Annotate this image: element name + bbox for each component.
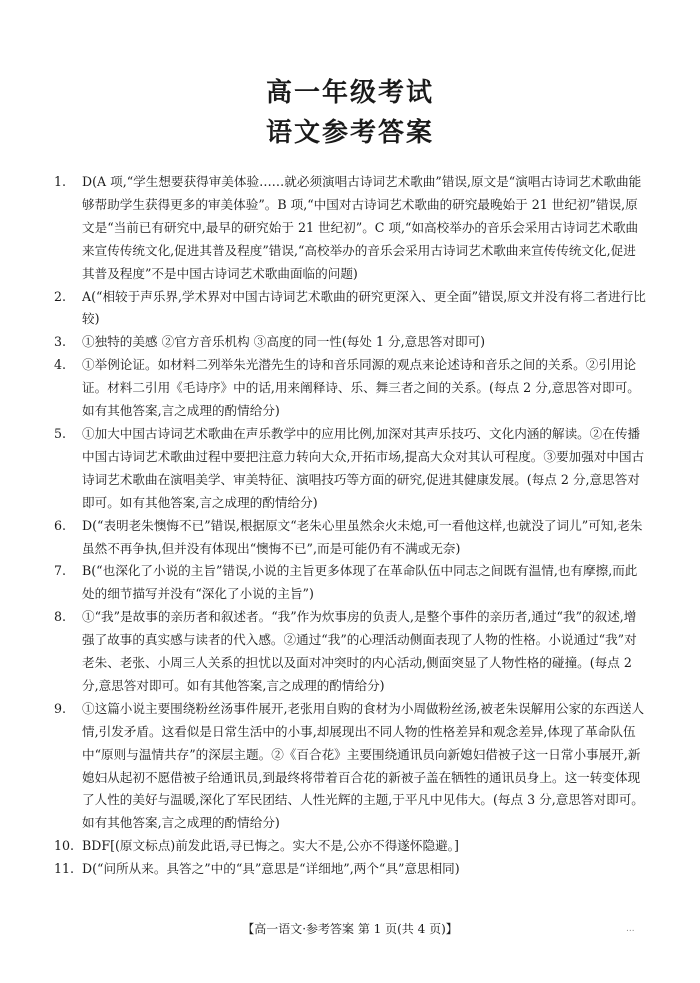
corner-mark: ...	[626, 924, 635, 934]
answer-number: 5.	[54, 425, 67, 441]
answer-item-10	[54, 835, 646, 858]
answer-number: 4.	[54, 357, 67, 373]
answer-item-9	[54, 698, 646, 835]
answer-text: A(“相较于声乐界,学术界对中国古诗词艺术歌曲的研究更深入、更全面”错误,原文并没有将二者进行比较)	[82, 288, 646, 327]
answer-item-1	[54, 171, 646, 286]
answer-item-2	[54, 286, 646, 332]
answer-text: ①这篇小说主要围绕粉丝汤事件展开,老张用自购的食材为小周做粉丝汤,被老朱误解用公家的东西送人情,引发矛盾。这看似是日常生活中的小事,却展现出不同人物的性格差异和观念差异,体现了革命队伍中“原则与温情共存”的深层主题。②《百合花》主要围绕通讯员向新媳妇借被子这一日常小事展开,新媳妇从起初不愿借被子给通讯员,到最终将带着百合花的新被子盖在牺牲的通讯员身上。这一转变体现了人性的美好与温暖,深化了军民团结、人性光辉的主题,于平凡中见伟大。(每点 3 分,意思答对即可。如有其他答案,言之成理的酌情给分)	[82, 700, 645, 831]
exam-title: 高一年级考试	[265, 78, 434, 108]
answer-text: D(“表明老朱懊悔不已”错误,根据原文“老朱心里虽然余火未熄,可一看他这样,也就没了词儿”可知,老朱虽然不再争执,但并没有体现出“懊悔不已”,而是可能仍有不满或无奈)	[82, 517, 643, 556]
answer-text: ①加大中国古诗词艺术歌曲在声乐教学中的应用比例,加深对其声乐技巧、文化内涵的解读。②在传播中国古诗词艺术歌曲过程中要把注意力转向大众,开拓市场,提高大众对其认可程度。③要加强对中国古诗词艺术歌曲在演唱美学、审美特征、演唱技巧等方面的研究,促进其健康发展。(每点 2 分,意思答对即可。如有其他答案,言之成理的酌情给分)	[82, 425, 645, 510]
answer-text: D(A 项,“学生想要获得审美体验……就必须演唱古诗词艺术歌曲”错误,原文是“演唱古诗词艺术歌曲能够帮助学生获得更多的审美体验”。B 项,“中国对古诗词艺术歌曲的研究最晚始于 21 世纪初”错误,原文是“当前已有研究中,最早的研究始于 21 世纪初”。C 项,“如高校举办的音乐会采用古诗词艺术歌曲来宣传传统文化,促进其普及程度”错误,“高校举办的音乐会采用古诗词艺术歌曲来宣传传统文化,促进其普及程度”不是中国古诗词艺术歌曲面临的问题)	[82, 174, 642, 281]
answer-item-4	[54, 354, 646, 423]
answer-list	[54, 171, 646, 881]
answer-text: ①举例论证。如材料二列举朱光潜先生的诗和音乐同源的观点来论述诗和音乐之间的关系。②引用论证。材料二引用《毛诗序》中的话,用来阐释诗、乐、舞三者之间的关系。(每点 2 分,意思答对即可。如有其他答案,言之成理的酌情给分)	[82, 357, 640, 419]
answer-text: BDF[(原文标点)前发此语,寻已悔之。实大不是,公亦不得遂怀隐避。]	[82, 838, 459, 854]
page-footer: 【高一语文·参考答案 第 1 页(共 4 页)】	[242, 922, 458, 936]
answer-text: D(“问所从来。具答之”中的“具”意思是“详细地”,两个“具”意思相同)	[82, 861, 460, 877]
answer-item-8	[54, 606, 646, 698]
answer-number: 9.	[54, 700, 67, 716]
answer-item-11	[54, 858, 646, 881]
answer-item-3	[54, 331, 646, 354]
answer-number: 6.	[54, 517, 67, 533]
answer-title: 语文参考答案	[265, 118, 434, 148]
answer-number: 2.	[54, 288, 67, 304]
answer-number: 1.	[54, 174, 67, 189]
answer-number: 10.	[54, 838, 75, 854]
answer-number: 3.	[54, 334, 67, 350]
answer-text: ①独特的美感 ②官方音乐机构 ③高度的同一性(每处 1 分,意思答对即可)	[82, 334, 486, 350]
answer-number: 7.	[54, 563, 67, 579]
answer-item-5	[54, 423, 646, 515]
answer-item-6	[54, 515, 646, 561]
answer-text: B(“也深化了小说的主旨”错误,小说的主旨更多体现了在革命队伍中同志之间既有温情,也有摩擦,而此处的细节描写并没有“深化了小说的主旨”)	[82, 563, 638, 602]
answer-number: 8.	[54, 609, 67, 625]
answer-item-7	[54, 560, 646, 606]
answer-number: 11.	[54, 861, 75, 877]
answer-text: ①“我”是故事的亲历者和叙述者。“我”作为炊事房的负责人,是整个事件的亲历者,通过“我”的叙述,增强了故事的真实感与读者的代入感。②通过“我”的心理活动侧面表现了人物的性格。小说通过“我”对老朱、老张、小周三人关系的担忧以及面对冲突时的内心活动,侧面突显了人物性格的碰撞。(每点 2 分,意思答对即可。如有其他答案,言之成理的酌情给分)	[82, 609, 637, 693]
